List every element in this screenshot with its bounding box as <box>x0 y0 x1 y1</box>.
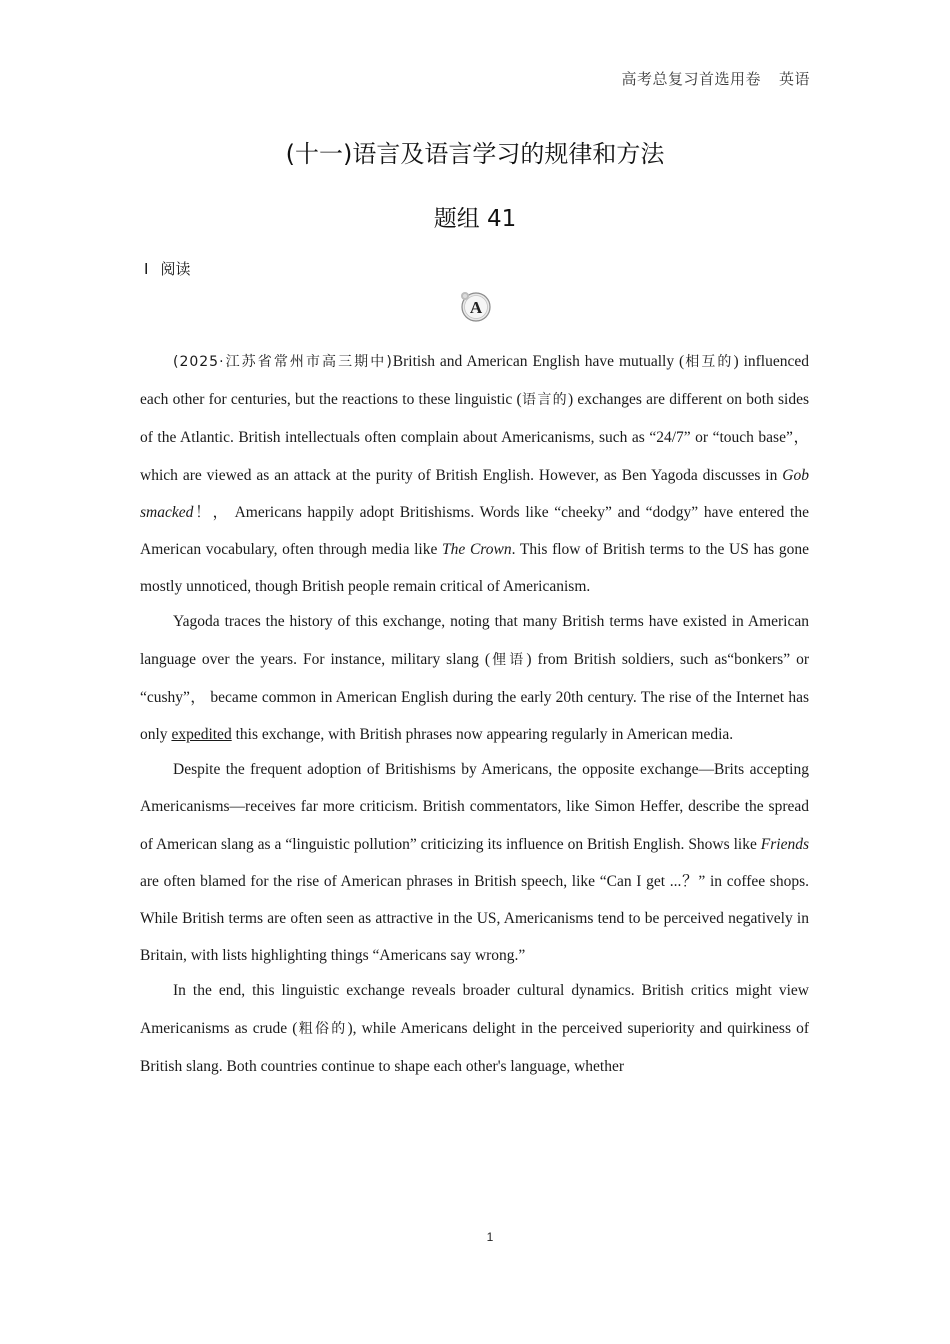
page-header <box>621 68 810 89</box>
text-run: ！， Americans happily adopt Britishisms. Words like “cheeky” and “dodgy” have entered the American vocabulary, often through media like <box>140 503 809 559</box>
underlined-word: expedited <box>171 726 232 744</box>
text-run: British and American English have mutually ( <box>392 353 685 370</box>
gloss: 粗俗的 <box>297 1020 348 1037</box>
section-label: 阅读 <box>160 260 191 278</box>
source-note: (2025·江苏省常州市高三期中) <box>173 354 393 370</box>
text-run: are often blamed for the rise of American phrases in British speech, like “Can I get ...？” in coffee shops. While British terms are often seen as attractive in the US, Americanisms tend to be perceived negatively in Britain, with lists highlighting things “Americans say wrong.” <box>140 872 809 965</box>
text-run: ) from British soldiers, such as“bonkers” or “cushy”， became common in American English during the early 20th century. The rise of the Internet has only <box>140 650 809 744</box>
book-title: Gob smacked <box>140 466 809 521</box>
text-run: ) exchanges are different on both sides of the Atlantic. British intellectuals often complain about Americanisms, such as “24/7” or “touch base”， which are viewed as an attack at the purity of British English. However, as Ben Yagoda discusses in <box>140 391 809 484</box>
reading-passage <box>140 343 809 1083</box>
badge-letter: A <box>469 298 483 317</box>
gloss: 相互的 <box>684 354 734 370</box>
text-run: In the end, this linguistic exchange reveals broader cultural dynamics. British critics might view Americanisms as crude ( <box>140 982 809 1037</box>
paragraph-3 <box>140 751 809 974</box>
text-run: Despite the frequent adoption of Britishisms by Americans, the opposite exchange—Brits accepting Americanisms—receives far more criticism. British commentators, like Simon Heffer, describe the spread of American slang as a “linguistic pollution” criticizing its influence on British English. Shows like <box>140 761 809 853</box>
group-title: 题组 41 <box>433 206 517 232</box>
show-title: The Crown <box>442 541 512 559</box>
text-run: ) influenced each other for centuries, but the reactions to these linguistic ( <box>140 353 809 409</box>
paragraph-2 <box>140 603 809 753</box>
section-number: Ⅰ <box>144 262 149 278</box>
gloss: 俚语 <box>490 651 527 668</box>
text-run: this exchange, with British phrases now appearing regularly in American media. <box>231 726 734 744</box>
gloss: 语言的 <box>521 392 568 409</box>
show-title: Friends <box>760 835 809 853</box>
section-heading <box>144 258 190 279</box>
header-subject: 英语 <box>778 70 810 88</box>
text-run: ), while Americans delight in the perceived superiority and quirkiness of British slang. Both countries continue to shape each other's language, whether <box>140 1019 810 1075</box>
text-run: Yagoda traces the history of this exchange, noting that many British terms have existed in American language over the years. For instance, military slang ( <box>140 613 809 668</box>
header-book-title: 高考总复习首选用卷 <box>621 70 761 88</box>
paragraph-4 <box>140 972 809 1085</box>
passage-a-badge-icon <box>459 289 493 323</box>
chapter-title: (十一)语言及语言学习的规律和方法 <box>285 140 665 168</box>
paragraph-1 <box>140 343 809 605</box>
text-run: . This flow of British terms to the US has gone mostly unnoticed, though British people remain critical of Americanism. <box>140 541 809 596</box>
page-number: 1 <box>486 1230 494 1244</box>
